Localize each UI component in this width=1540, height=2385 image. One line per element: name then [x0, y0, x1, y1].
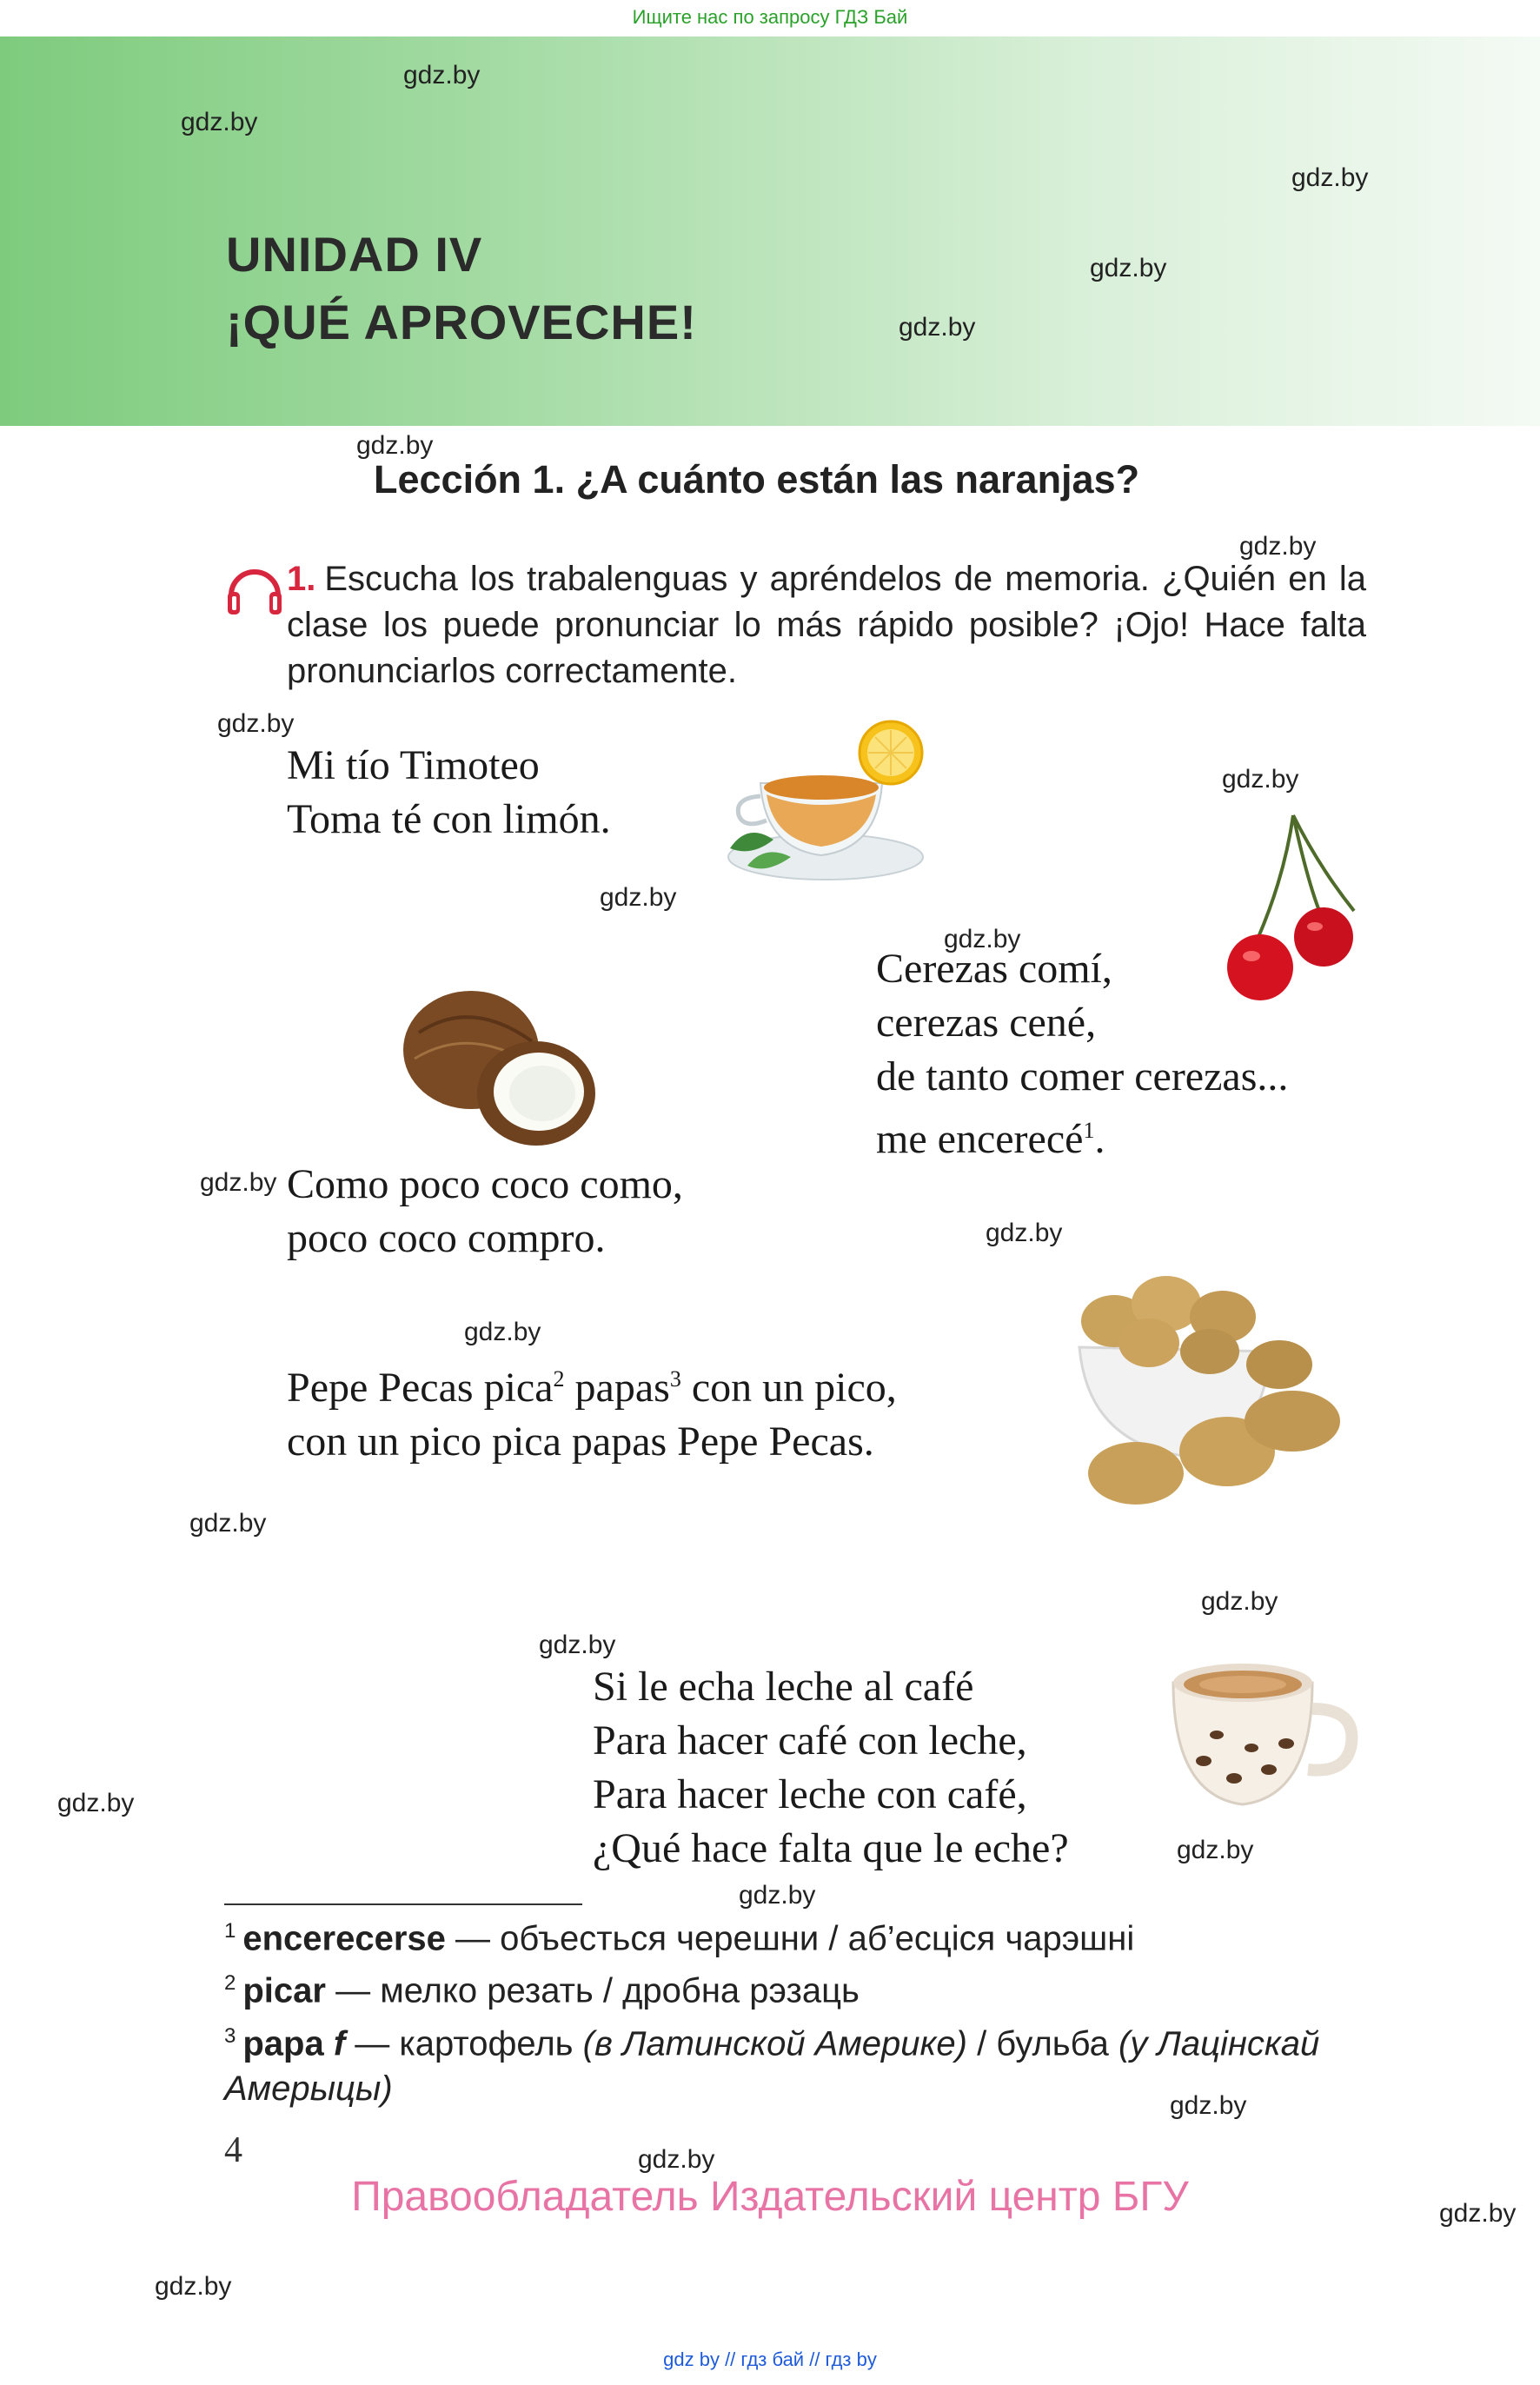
watermark: gdz.by	[1239, 532, 1317, 561]
footnotes	[224, 1909, 1371, 2111]
headphones-icon	[224, 561, 285, 621]
lesson-title: Lección 1. ¿A cuánto están las naranjas?	[374, 457, 1140, 502]
footnote-1	[224, 1909, 1371, 1961]
watermark: gdz.by	[181, 108, 258, 136]
poem-text: con un pico,	[680, 1365, 897, 1411]
footnote-ref: 2	[553, 1366, 565, 1392]
poem-line: Cerezas comí,	[876, 946, 1112, 992]
footnote-term: picar	[242, 1971, 326, 2010]
tea-cup-image	[713, 718, 930, 892]
exercise-instruction	[287, 556, 1366, 694]
poem-line: Si le echa leche al café	[593, 1664, 974, 1710]
watermark: gdz.by	[200, 1168, 277, 1197]
watermark: gdz.by	[217, 709, 295, 738]
watermark: gdz.by	[189, 1509, 267, 1538]
watermark: gdz.by	[464, 1318, 541, 1346]
potatoes-image	[1062, 1269, 1349, 1512]
poem-line: con un pico pica papas Pepe Pecas.	[287, 1418, 874, 1465]
watermark: gdz.by	[600, 883, 677, 912]
footnote-term: encerecerse	[242, 1919, 446, 1958]
poem-line: de tanto comer cerezas...	[876, 1053, 1289, 1099]
watermark: gdz.by	[899, 313, 976, 342]
watermark: gdz.by	[1291, 163, 1369, 192]
footnote-term: papa	[242, 2023, 324, 2063]
poem-line-last: me encerecé$^1$.	[876, 1116, 1105, 1162]
footnote-2	[224, 1961, 1371, 2013]
watermark: gdz.by	[1090, 254, 1167, 282]
poem-coconut	[287, 1158, 683, 1266]
poem-line	[287, 1352, 897, 1415]
footnote-number: 1	[224, 1919, 236, 1943]
watermark: gdz.by	[1170, 2091, 1247, 2120]
footnote-ref: 1	[1083, 1118, 1095, 1143]
footnote-note: (у Лацінскай Амерыцы)	[224, 2023, 1320, 2108]
exercise-number: 1.	[287, 560, 316, 598]
poem-line-text: me encerecé	[876, 1116, 1084, 1162]
footnote-definition: — объесться черешни / аб’есціся чарэшні	[445, 1919, 1135, 1958]
poem-tea	[287, 739, 611, 847]
watermark: gdz.by	[638, 2145, 715, 2174]
footnote-definition: — картофель	[345, 2023, 583, 2063]
footnote-ref: 3	[669, 1366, 681, 1392]
poem-coffee	[593, 1660, 1069, 1876]
coconut-image	[393, 963, 601, 1154]
poem-line: cerezas cené,	[876, 1000, 1097, 1046]
footnote-number: 2	[224, 1971, 236, 1996]
coffee-cup-image	[1156, 1648, 1364, 1822]
watermark: gdz.by	[1439, 2199, 1517, 2228]
watermark: gdz.by	[356, 431, 434, 460]
watermark: gdz.by	[57, 1789, 135, 1817]
footnote-gender: f	[323, 2023, 346, 2063]
watermark: gdz.by	[739, 1881, 816, 1910]
exercise-text: Escucha los trabalenguas y apréndelos de memoria. ¿Quién en la clase los puede pronunciar lo más rápido posible? ¡Ojo! Hace falta pronunciarlos correctamente.	[287, 560, 1366, 690]
watermark: gdz.by	[1222, 765, 1299, 794]
copyright-notice: Правообладатель Издательский центр БГУ	[351, 2174, 1189, 2220]
poem-text: Pepe Pecas pica	[287, 1365, 554, 1411]
poem-text: papas	[564, 1365, 670, 1411]
poem-line: Mi tío Timoteo	[287, 742, 540, 788]
poem-line: Para hacer café con leche,	[593, 1717, 1027, 1764]
page-number: 4	[224, 2130, 242, 2170]
watermark: gdz.by	[1201, 1587, 1278, 1616]
poem-potatoes	[287, 1352, 897, 1469]
footnote-divider	[224, 1903, 582, 1905]
poem-line: poco coco compro.	[287, 1215, 606, 1261]
unit-title: UNIDAD IV	[226, 227, 483, 282]
watermark: gdz.by	[403, 61, 481, 90]
unit-subtitle: ¡QUÉ APROVECHE!	[226, 295, 697, 349]
poem-line: Para hacer leche con café,	[593, 1771, 1027, 1817]
watermark: gdz.by	[944, 925, 1021, 953]
footnote-definition: / бульба	[966, 2023, 1118, 2063]
footnote-definition: — мелко резать / дробна рэзаць	[325, 1971, 860, 2010]
footnote-note: (в Латинской Америке)	[582, 2023, 967, 2063]
poem-cherries	[876, 942, 1288, 1166]
watermark: gdz.by	[1177, 1836, 1254, 1864]
poem-line: Como poco coco como,	[287, 1161, 683, 1207]
footnote-number: 3	[224, 2023, 236, 2048]
watermark: gdz.by	[539, 1631, 616, 1659]
poem-line: ¿Qué hace falta que le eche?	[593, 1825, 1069, 1871]
bottom-links[interactable]: gdz by // гдз бай // гдз by	[663, 2348, 877, 2370]
search-banner: Ищите нас по запросу ГДЗ Бай	[632, 6, 908, 28]
poem-line: Toma té con limón.	[287, 796, 611, 842]
watermark: gdz.by	[155, 2272, 232, 2301]
watermark: gdz.by	[986, 1219, 1063, 1247]
